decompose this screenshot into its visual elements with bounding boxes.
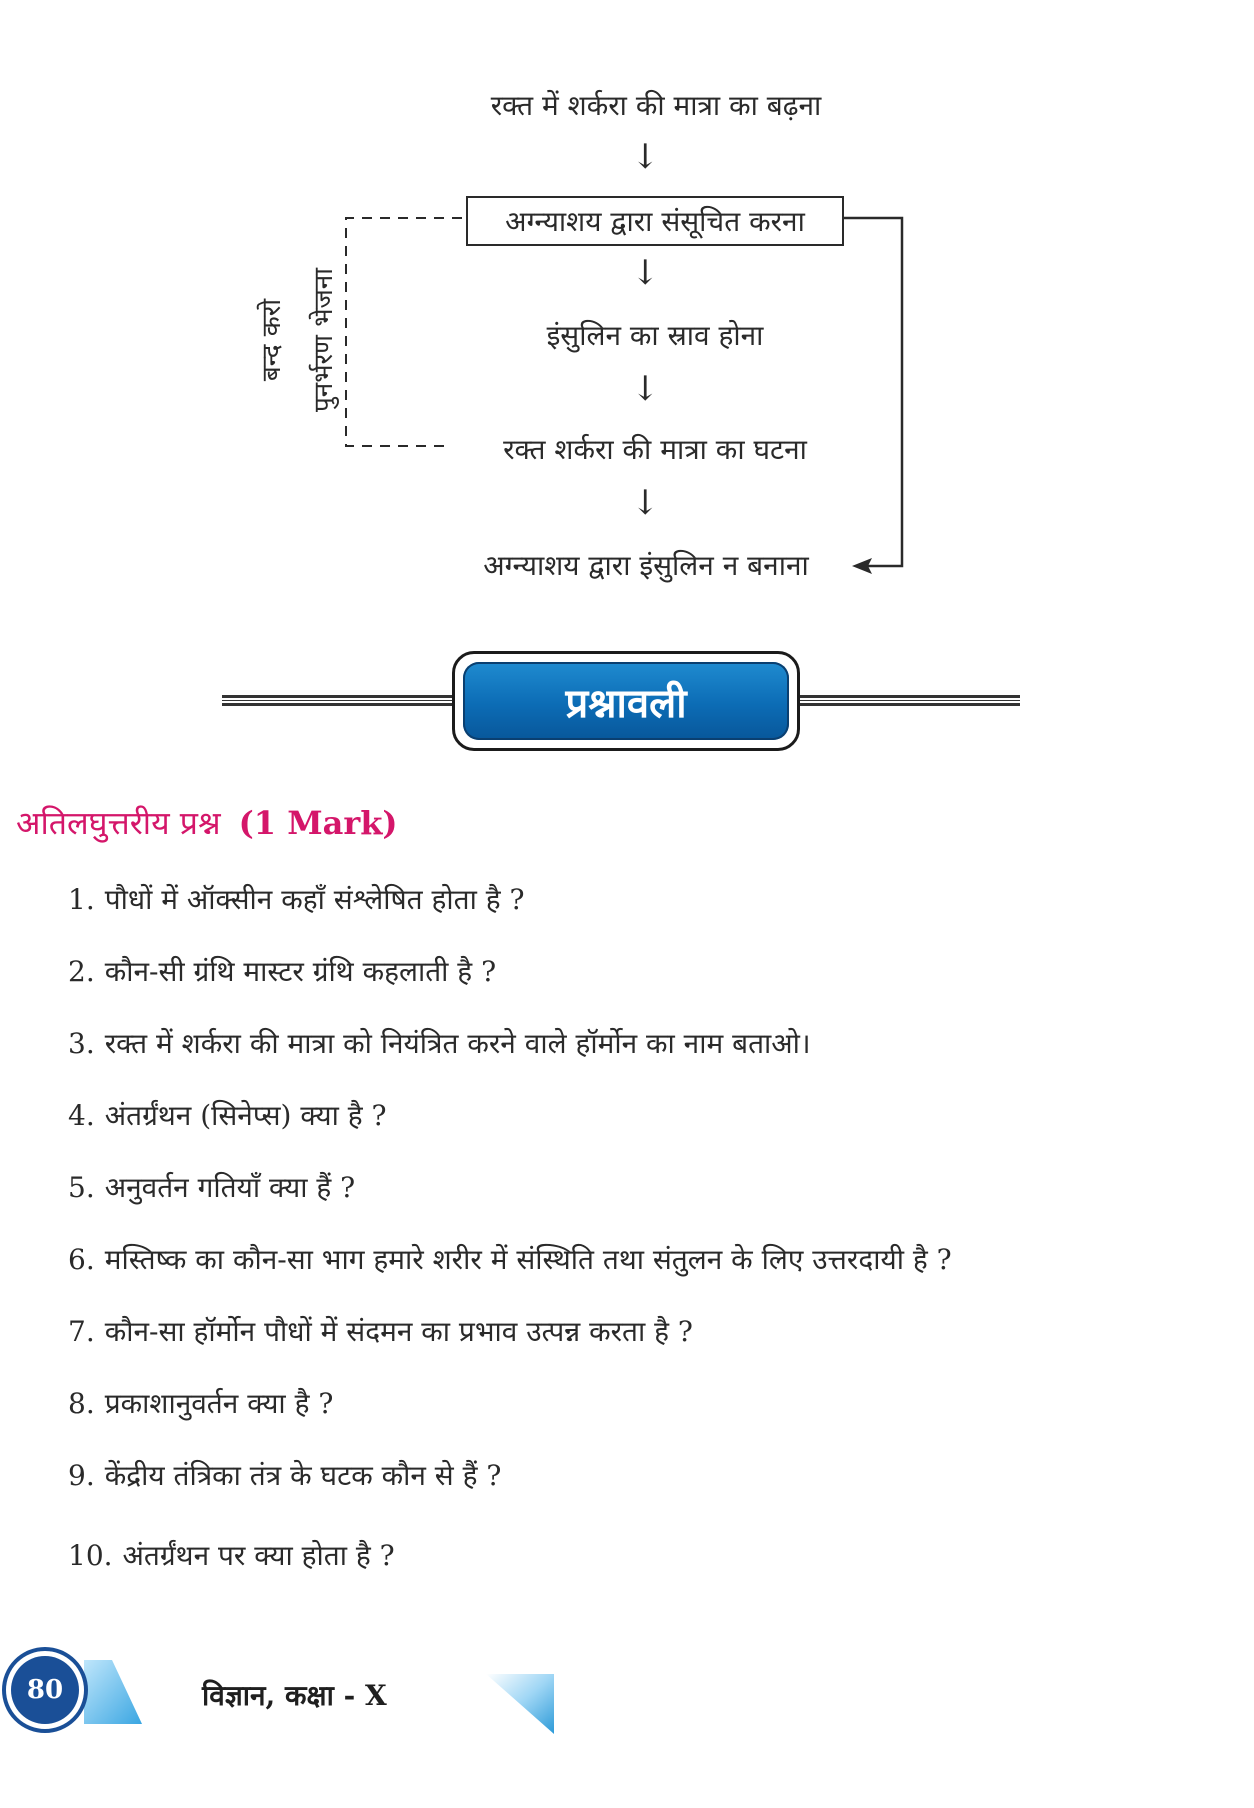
flow-step-1: रक्त में शर्करा की मात्रा का बढ़ना bbox=[490, 89, 822, 122]
question-item bbox=[68, 1240, 952, 1278]
section-heading bbox=[16, 801, 398, 844]
footer-right-triangle bbox=[486, 1674, 554, 1734]
question-item bbox=[68, 1312, 693, 1350]
question-text: अनुवर्तन गतियाँ क्या हैं ? bbox=[104, 1171, 356, 1204]
question-number: 4. bbox=[68, 1099, 95, 1132]
section-heading-text: अतिलघुत्तरीय प्रश्न bbox=[16, 804, 221, 842]
section-banner bbox=[452, 651, 800, 751]
question-number: 5. bbox=[68, 1171, 95, 1204]
footer-left-triangle bbox=[84, 1660, 142, 1724]
down-arrow-icon: ↓ bbox=[631, 369, 660, 409]
question-text: प्रकाशानुवर्तन क्या है ? bbox=[104, 1387, 334, 1420]
footer-title: विज्ञान, कक्षा - X bbox=[202, 1679, 387, 1712]
question-item bbox=[68, 1536, 395, 1574]
question-text: मस्तिष्क का कौन-सा भाग हमारे शरीर में संस्थिति तथा संतुलन के लिए उत्तरदायी है ? bbox=[104, 1243, 952, 1276]
question-text: अंतर्ग्रंथन (सिनेप्स) क्या है ? bbox=[104, 1099, 387, 1132]
question-number: 1. bbox=[68, 883, 95, 916]
section-marks: (1 Mark) bbox=[238, 804, 398, 842]
down-arrow-icon: ↓ bbox=[631, 137, 660, 177]
question-number: 3. bbox=[68, 1027, 95, 1060]
question-item bbox=[68, 1456, 501, 1494]
question-item bbox=[68, 1384, 333, 1422]
page-number-badge bbox=[2, 1647, 88, 1733]
flow-step-4: रक्त शर्करा की मात्रा का घटना bbox=[503, 433, 807, 466]
question-text: कौन-सी ग्रंथि मास्टर ग्रंथि कहलाती है ? bbox=[104, 955, 497, 988]
down-arrow-icon: ↓ bbox=[631, 483, 660, 523]
flow-step-2: अग्न्याशय द्वारा संसूचित करना bbox=[505, 205, 805, 238]
question-number: 8. bbox=[68, 1387, 95, 1420]
question-item bbox=[68, 880, 525, 918]
banner-rule-left bbox=[222, 695, 454, 706]
banner-rule-right bbox=[798, 695, 1020, 706]
down-arrow-icon: ↓ bbox=[631, 253, 660, 293]
question-text: पौधों में ऑक्सीन कहाँ संश्लेषित होता है ? bbox=[104, 883, 525, 916]
question-item bbox=[68, 1024, 811, 1062]
question-item bbox=[68, 1168, 355, 1206]
flow-step-2-box bbox=[466, 196, 844, 246]
question-text: रक्त में शर्करा की मात्रा को नियंत्रित करने वाले हॉर्मोन का नाम बताओ। bbox=[104, 1027, 811, 1060]
question-item bbox=[68, 1096, 387, 1134]
flow-step-5: अग्न्याशय द्वारा इंसुलिन न बनाना bbox=[483, 549, 809, 582]
question-number: 9. bbox=[68, 1459, 95, 1492]
question-text: कौन-सा हॉर्मोन पौधों में संदमन का प्रभाव उत्पन्न करता है ? bbox=[104, 1315, 693, 1348]
question-text: केंद्रीय तंत्रिका तंत्र के घटक कौन से हैं ? bbox=[104, 1459, 502, 1492]
question-number: 2. bbox=[68, 955, 95, 988]
question-item bbox=[68, 952, 496, 990]
side-label-stop: बन्द करो bbox=[257, 298, 287, 382]
question-text: अंतर्ग्रंथन पर क्या होता है ? bbox=[122, 1539, 395, 1572]
flow-step-3: इंसुलिन का स्राव होना bbox=[546, 319, 764, 352]
question-number: 6. bbox=[68, 1243, 95, 1276]
question-number: 10. bbox=[68, 1539, 113, 1572]
question-number: 7. bbox=[68, 1315, 95, 1348]
page-number: 80 bbox=[26, 1675, 64, 1705]
left-arrowhead-icon bbox=[852, 558, 872, 574]
side-label-feedback: पुनर्भरण भेजना bbox=[309, 268, 339, 412]
footer-decoration bbox=[0, 1640, 1254, 1760]
banner-title: प्रश्नावली bbox=[565, 679, 687, 727]
